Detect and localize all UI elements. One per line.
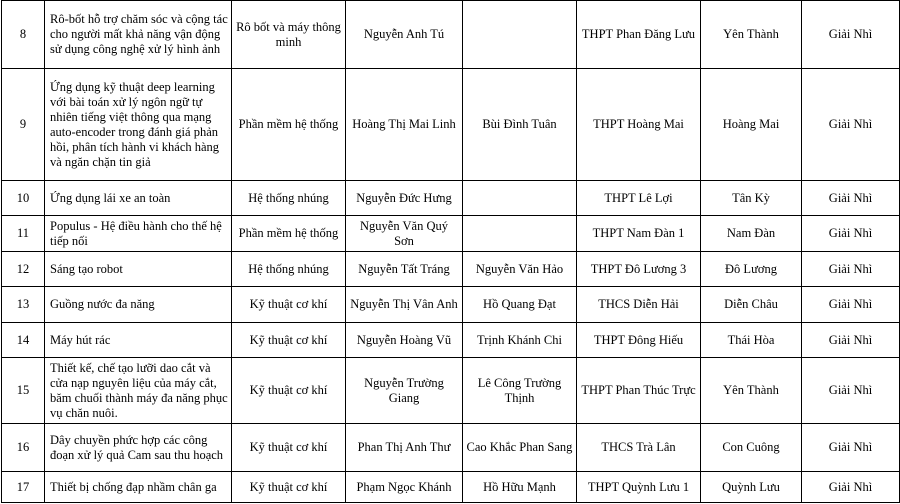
cell-field: Phần mềm hệ thống [232,69,346,181]
cell-stt: 15 [2,358,45,424]
cell-award: Giải Nhì [802,323,900,358]
cell-teacher: Trịnh Khánh Chi [463,323,577,358]
cell-project-name: Rô-bốt hỗ trợ chăm sóc và cộng tác cho người mất khả năng vận động sử dụng công nghệ xử lý hình ảnh [45,1,232,69]
cell-award: Giải Nhì [802,358,900,424]
cell-field: Kỹ thuật cơ khí [232,358,346,424]
cell-award: Giải Nhì [802,287,900,323]
cell-project-name: Máy hút rác [45,323,232,358]
cell-project-name: Dây chuyền phức hợp các công đoạn xử lý quả Cam sau thu hoạch [45,424,232,472]
cell-district: Diễn Châu [701,287,802,323]
cell-award: Giải Nhì [802,216,900,252]
cell-teacher: Bùi Đình Tuân [463,69,577,181]
cell-teacher [463,181,577,216]
table-row [2,424,900,472]
cell-student: Nguyễn Tất Tráng [346,252,463,287]
cell-stt: 11 [2,216,45,252]
cell-school: THCS Trà Lân [577,424,701,472]
cell-student: Nguyễn Văn Quý Sơn [346,216,463,252]
cell-award: Giải Nhì [802,1,900,69]
cell-project-name: Guồng nước đa năng [45,287,232,323]
table-row [2,358,900,424]
cell-field: Kỹ thuật cơ khí [232,323,346,358]
cell-school: THCS Diễn Hải [577,287,701,323]
cell-award: Giải Nhì [802,252,900,287]
cell-teacher [463,216,577,252]
cell-school: THPT Nam Đàn 1 [577,216,701,252]
cell-award: Giải Nhì [802,69,900,181]
cell-district: Hoàng Mai [701,69,802,181]
cell-stt: 16 [2,424,45,472]
cell-field: Rô bốt và máy thông minh [232,1,346,69]
cell-field: Phần mềm hệ thống [232,216,346,252]
cell-stt: 8 [2,1,45,69]
cell-field: Kỹ thuật cơ khí [232,287,346,323]
table-row [2,181,900,216]
cell-student: Nguyễn Anh Tú [346,1,463,69]
cell-student: Hoàng Thị Mai Linh [346,69,463,181]
table-row [2,216,900,252]
cell-student: Phạm Ngọc Khánh [346,472,463,503]
cell-school: THPT Phan Thúc Trực [577,358,701,424]
cell-student: Nguyễn Thị Vân Anh [346,287,463,323]
cell-project-name: Populus - Hệ điều hành cho thế hệ tiếp nối [45,216,232,252]
cell-teacher: Nguyễn Văn Hảo [463,252,577,287]
cell-student: Nguyễn Đức Hưng [346,181,463,216]
cell-stt: 13 [2,287,45,323]
cell-award: Giải Nhì [802,181,900,216]
cell-school: THPT Lê Lợi [577,181,701,216]
cell-field: Kỹ thuật cơ khí [232,424,346,472]
cell-district: Yên Thành [701,358,802,424]
cell-teacher: Cao Khắc Phan Sang [463,424,577,472]
cell-teacher [463,1,577,69]
table-row [2,252,900,287]
cell-stt: 12 [2,252,45,287]
cell-stt: 9 [2,69,45,181]
results-table [1,0,900,503]
cell-stt: 10 [2,181,45,216]
cell-stt: 14 [2,323,45,358]
cell-award: Giải Nhì [802,424,900,472]
cell-school: THPT Hoàng Mai [577,69,701,181]
table-row [2,1,900,69]
cell-student: Phan Thị Anh Thư [346,424,463,472]
cell-district: Nam Đàn [701,216,802,252]
cell-school: THPT Đô Lương 3 [577,252,701,287]
cell-award: Giải Nhì [802,472,900,503]
cell-student: Nguyễn Hoàng Vũ [346,323,463,358]
cell-field: Kỹ thuật cơ khí [232,472,346,503]
cell-district: Tân Kỳ [701,181,802,216]
table-row [2,69,900,181]
cell-teacher: Hồ Quang Đạt [463,287,577,323]
cell-district: Quỳnh Lưu [701,472,802,503]
cell-teacher: Lê Công Trường Thịnh [463,358,577,424]
cell-project-name: Thiết bị chống đạp nhầm chân ga [45,472,232,503]
cell-field: Hệ thống nhúng [232,252,346,287]
cell-district: Đô Lương [701,252,802,287]
cell-field: Hệ thống nhúng [232,181,346,216]
cell-project-name: Ứng dụng kỹ thuật deep learning với bài toán xử lý ngôn ngữ tự nhiên tiếng việt thông qua mạng auto-encoder trong đánh giá phản hồi, phân tích hành vi khách hàng và ngăn chặn tin giả [45,69,232,181]
cell-school: THPT Phan Đăng Lưu [577,1,701,69]
cell-stt: 17 [2,472,45,503]
cell-district: Yên Thành [701,1,802,69]
cell-school: THPT Quỳnh Lưu 1 [577,472,701,503]
table-row [2,323,900,358]
table-row [2,287,900,323]
cell-project-name: Sáng tạo robot [45,252,232,287]
cell-district: Thái Hòa [701,323,802,358]
cell-school: THPT Đông Hiếu [577,323,701,358]
cell-project-name: Thiết kế, chế tạo lưỡi dao cắt và cửa nạp nguyên liệu của máy cắt, băm chuối thành máy đa năng phục vụ chăn nuôi. [45,358,232,424]
table-row [2,472,900,503]
cell-district: Con Cuông [701,424,802,472]
cell-project-name: Ứng dụng lái xe an toàn [45,181,232,216]
cell-student: Nguyễn Trường Giang [346,358,463,424]
cell-teacher: Hồ Hữu Mạnh [463,472,577,503]
